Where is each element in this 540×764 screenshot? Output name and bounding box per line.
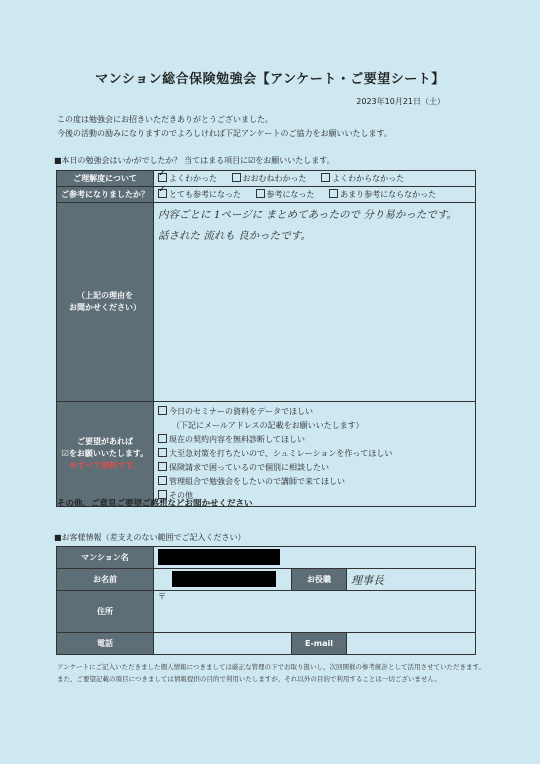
checkbox-icon[interactable]	[158, 476, 167, 485]
usefulness-option-3[interactable]: あまり参考にならなかった	[329, 189, 436, 200]
request-item[interactable]: 今日のセミナーの資料をデータでほしい	[158, 405, 471, 419]
understanding-label: ご理解度について	[57, 171, 154, 187]
checkbox-checked-icon[interactable]	[158, 189, 167, 198]
understanding-options	[154, 171, 476, 187]
reason-input[interactable]	[154, 203, 476, 402]
mansion-name-label: マンション名	[57, 547, 154, 569]
role-field[interactable]	[347, 569, 476, 591]
requests-label: ご要望があれば ☑をお願いいたします。 ※すべて無料です。	[57, 402, 154, 507]
checkbox-checked-icon[interactable]	[158, 173, 167, 182]
other-comments-label: その他、ご意見ご要望ご感想などお聞かせください	[57, 499, 253, 509]
handwritten-line: 内容ごとに 1ページに まとめてあったので 分り易かったです。	[158, 209, 458, 221]
usefulness-label: ご参考になりましたか？	[57, 187, 154, 203]
name-field[interactable]	[154, 569, 292, 591]
section-survey-heading: ■本日の勉強会はいかがでしたか？ 当てはまる項目に☑をお願いいたします。	[54, 156, 335, 165]
understanding-option-1[interactable]: ✓ よくわかった	[158, 173, 217, 184]
request-item[interactable]: 大至急対策を打ちたいので、シュミレーションを作ってほしい	[158, 447, 471, 461]
usefulness-option-2[interactable]: 参考になった	[256, 189, 315, 200]
request-item-note: （下記にメールアドレスの記載をお願いいたします）	[172, 421, 364, 430]
phone-label: 電話	[57, 633, 154, 655]
intro-line: この度は勉強会にお招きいただきありがとうございました。	[57, 115, 273, 124]
phone-field[interactable]	[154, 633, 292, 655]
name-label: お名前	[57, 569, 154, 591]
intro-line: 今後の活動の励みになりますのでよろしければ下記アンケートのご協力をお願いいたします。	[57, 129, 392, 138]
checkbox-icon[interactable]	[321, 173, 330, 182]
footer-note	[57, 661, 485, 685]
customer-table	[56, 546, 476, 655]
postal-mark: 〒	[158, 592, 166, 601]
requests-list	[154, 402, 476, 507]
usefulness-options	[154, 187, 476, 203]
section-customer-heading: ■お客様情報（差支えのない範囲でご記入ください）	[54, 533, 246, 542]
email-label: E-mail	[292, 633, 347, 655]
request-item[interactable]: 保険請求で困っているので個別に相談したい	[158, 461, 471, 475]
reason-label: （上記の理由を お聞かせください）	[57, 203, 154, 402]
checkbox-icon[interactable]	[158, 434, 167, 443]
checkbox-icon[interactable]	[329, 189, 338, 198]
understanding-option-3[interactable]: よくわからなかった	[321, 173, 404, 184]
request-item[interactable]: その他	[158, 489, 471, 503]
handwritten-line: 話された 流れも 良かったです。	[158, 230, 311, 242]
checkbox-icon[interactable]	[158, 462, 167, 471]
footer-line: また、ご要望記載の項目につきましては情報提供の目的で利用いたしますが、それ以外の目的で利用することは一切ございません。	[57, 675, 441, 683]
intro-text	[57, 113, 392, 141]
usefulness-option-1[interactable]: ✓ とても参考になった	[158, 189, 241, 200]
redaction-bar	[172, 571, 276, 587]
request-item[interactable]: 管理組合で勉強会をしたいので講師で来てほしい	[158, 475, 471, 489]
understanding-option-2[interactable]: おおむねわかった	[232, 173, 307, 184]
checkbox-icon[interactable]	[256, 189, 265, 198]
address-field[interactable]	[154, 591, 476, 633]
event-date: 2023年10月21日（土）	[356, 97, 445, 106]
checkbox-icon[interactable]	[158, 448, 167, 457]
email-field[interactable]	[347, 633, 476, 655]
redaction-bar	[158, 549, 280, 565]
footer-line: アンケートにご記入いただきました個人情報につきましては厳正な管理の下でお取り扱いし、次回開催の参考統計として活用させていただきます。	[57, 663, 485, 671]
survey-table	[56, 170, 476, 507]
mansion-name-field[interactable]	[154, 547, 476, 569]
role-value: 理事長	[351, 573, 384, 587]
request-item[interactable]: 現在の契約内容を無料診断してほしい	[158, 433, 471, 447]
page-title: マンション総合保険勉強会【アンケート・ご要望シート】	[95, 72, 445, 87]
checkbox-icon[interactable]	[158, 406, 167, 415]
checkbox-icon[interactable]	[232, 173, 241, 182]
role-label: お役職	[292, 569, 347, 591]
address-label: 住所	[57, 591, 154, 633]
